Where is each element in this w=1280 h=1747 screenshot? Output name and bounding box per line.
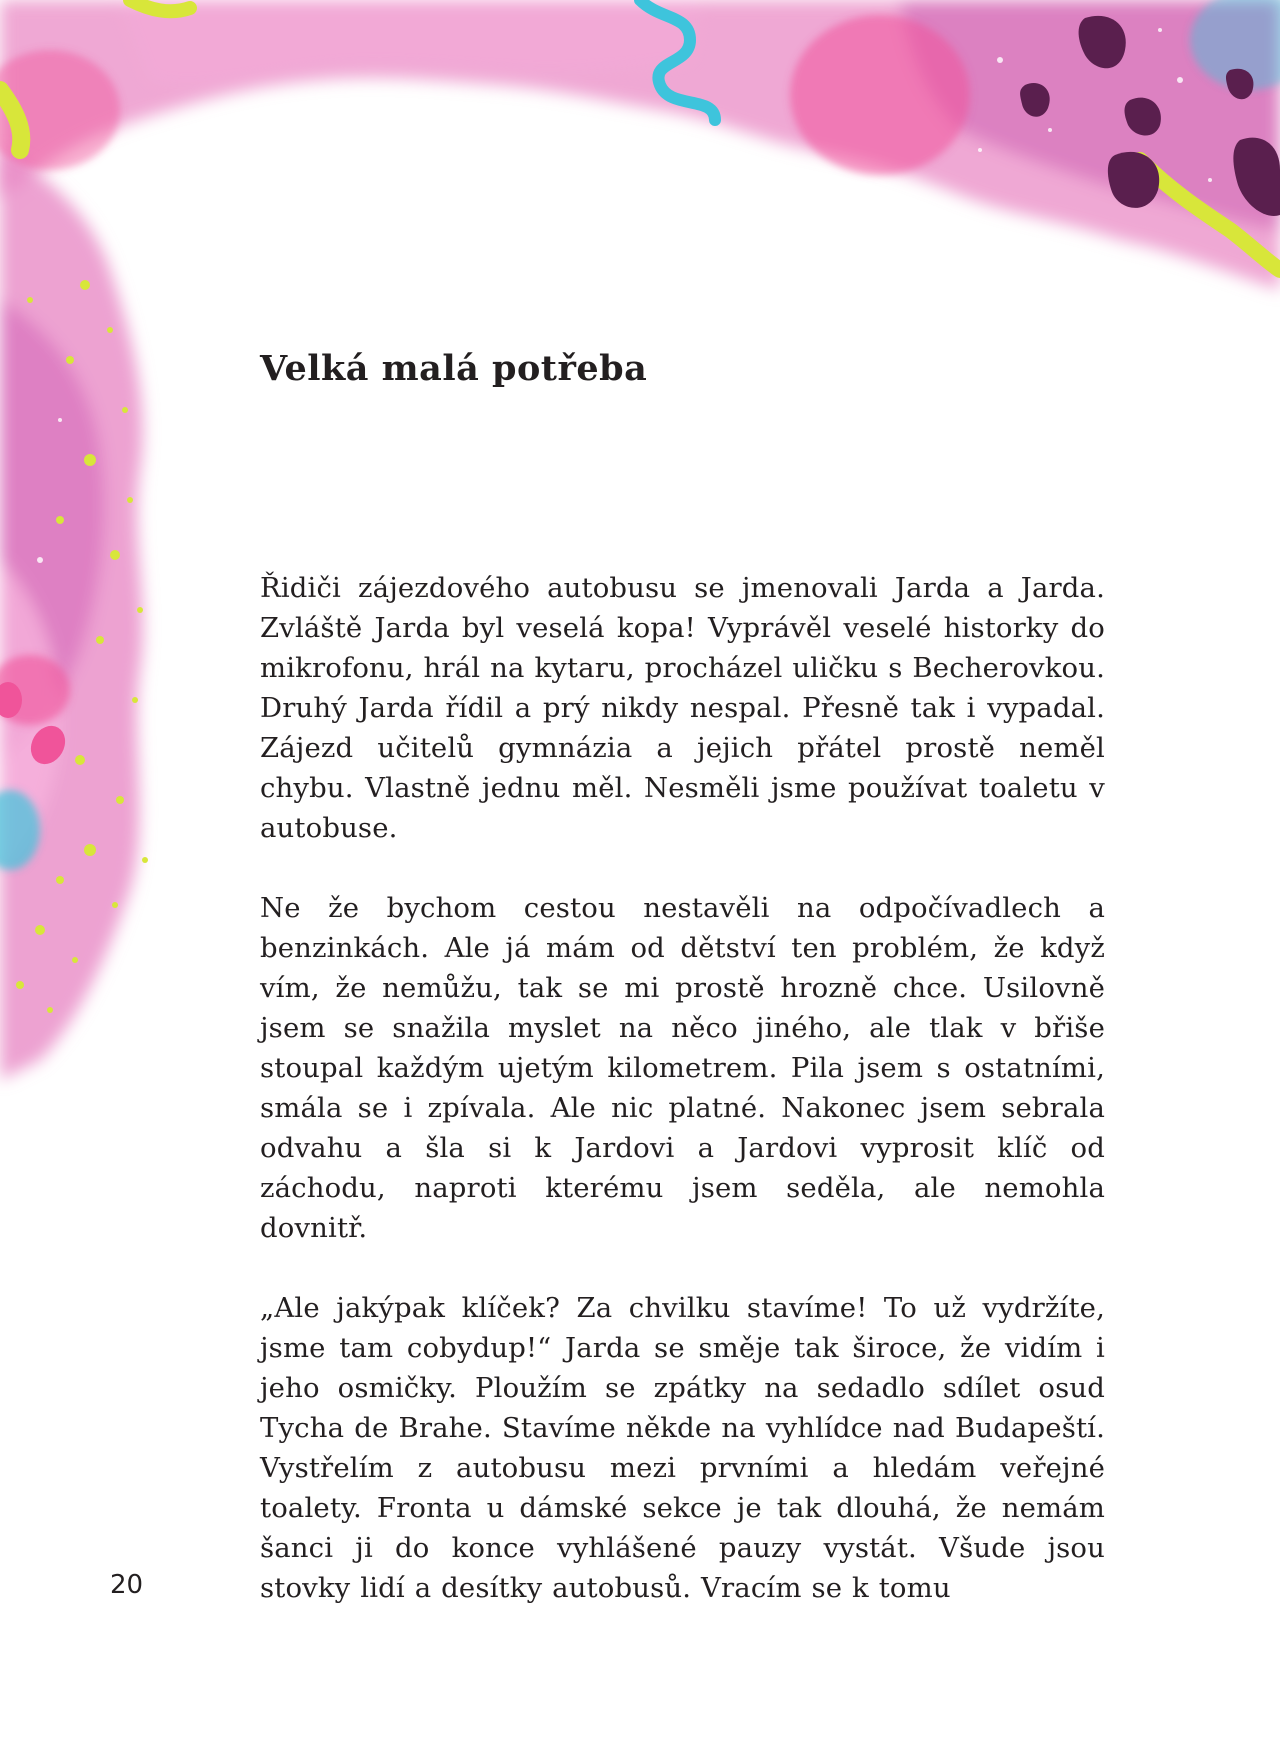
yellow-streaks bbox=[0, 0, 1280, 270]
white-speckles bbox=[37, 28, 1212, 563]
body-text bbox=[260, 568, 1105, 1648]
pink-spots bbox=[0, 682, 72, 770]
paragraph-1: Řidiči zájezdového autobusu se jmenovali Jarda a Jarda. Zvláště Jarda byl veselá kopa! Vyprávěl veselé historky do mikrofonu, hrál na kytaru, procházel uličku s Becherovkou. Druhý Jarda řídil a prý nikdy nespal. Přesně tak i vypadal. Zájezd učitelů gymnázia a jejich přátel prostě neměl chybu. Vlastně jednu měl. Nesměli jsme používat toaletu v autobuse. bbox=[260, 572, 1105, 844]
left-watercolor-wash bbox=[0, 150, 143, 1080]
cyan-squiggle bbox=[640, 0, 715, 120]
purple-spots bbox=[1020, 16, 1280, 216]
paragraph-3: „Ale jakýpak klíček? Za chvilku stavíme! To už vydržíte, jsme tam cobydup!“ Jarda se směje tak široce, že vidím i jeho osmičky. Ploužím se zpátky na sedadlo sdílet osud Tycha de Brahe. Stavíme někde na vyhlídce nad Budapeští. Vystřelím z autobusu mezi prvními a hledám veřejné toalety. Fronta u dámské sekce je tak dlouhá, že nemám šanci ji do konce vyhlášené pauzy vystát. Všude jsou stovky lidí a desítky autobusů. Vracím se k tomu bbox=[260, 1292, 1105, 1604]
page-title: Velká malá potřeba bbox=[260, 348, 648, 389]
yellow-splatter bbox=[16, 280, 148, 1013]
paragraph-2: Ne že bychom cestou nestavěli na odpočívadlech a benzinkách. Ale já mám od dětství ten problém, že když vím, že nemůžu, tak se mi prostě hrozně chce. Usilovně jsem se snažila myslet na něco jiného, ale tlak v břiše stoupal každým ujetým kilometrem. Pila jsem s ostatními, smála se i zpívala. Ale nic platné. Nakonec jsem sebrala odvahu a šla si k Jardovi a Jardovi vyprosit klíč od záchodu, naproti kterému jsem seděla, ale nemohla dovnitř. bbox=[260, 892, 1105, 1244]
top-watercolor-wash bbox=[0, 0, 1280, 290]
page-number: 20 bbox=[110, 1570, 144, 1600]
